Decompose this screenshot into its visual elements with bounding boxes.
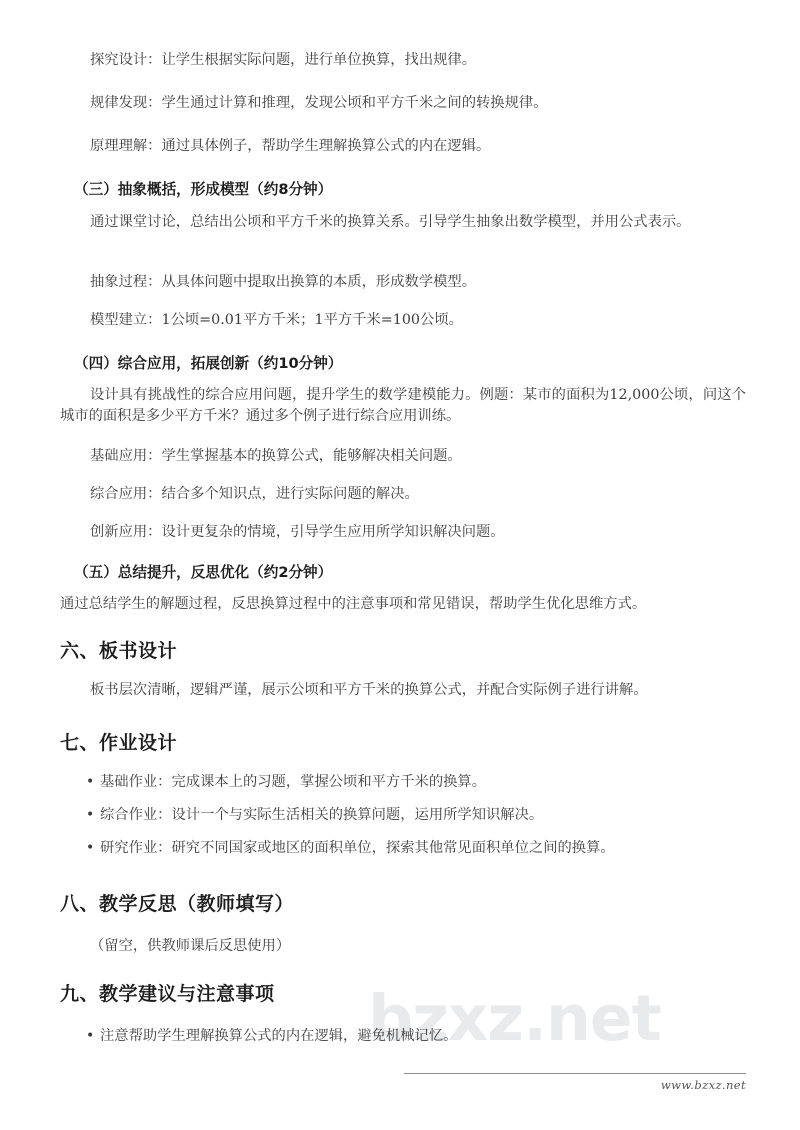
paragraph: 板书层次清晰，逻辑严谨，展示公顷和平方千米的换算公式，并配合实际例子进行讲解。 — [90, 682, 648, 698]
bullet-icon: • — [86, 840, 95, 856]
list-item-text: 注意帮助学生理解换算公式的内在逻辑，避免机械记忆。 — [100, 1028, 458, 1044]
subsection-heading: （四）综合应用，拓展创新（约10分钟） — [74, 355, 343, 372]
section-heading: 六、板书设计 — [60, 640, 178, 662]
paragraph: 抽象过程：从具体问题中提取出换算的本质，形成数学模型。 — [90, 274, 477, 290]
list-item-text: 研究作业：研究不同国家或地区的面积单位，探索其他常见面积单位之间的换算。 — [100, 840, 615, 856]
bullet-icon: • — [86, 774, 95, 790]
footer-divider — [404, 1073, 746, 1074]
list-item — [86, 805, 760, 826]
subsection-heading: （三）抽象概括，形成模型（约8分钟） — [74, 181, 333, 198]
paragraph: 模型建立：1公顷=0.01平方千米；1平方千米=100公顷。 — [90, 312, 463, 328]
paragraph: 设计具有挑战性的综合应用问题，提升学生的数学建模能力。例题：某市的面积为12,000公顷，问这个城市的面积是多少平方千米？通过多个例子进行综合应用训练。 — [60, 387, 746, 424]
list-item — [86, 838, 760, 859]
list-item-text: 基础作业：完成课本上的习题，掌握公顷和平方千米的换算。 — [100, 774, 487, 790]
section-heading: 八、教学反思（教师填写） — [60, 893, 295, 915]
list-item — [86, 1026, 760, 1047]
paragraph: 通过总结学生的解题过程，反思换算过程中的注意事项和常见错误，帮助学生优化思维方式。 — [60, 596, 647, 612]
list-item — [86, 772, 760, 793]
section-heading: 九、教学建议与注意事项 — [60, 983, 275, 1005]
paragraph: 综合应用：结合多个知识点，进行实际问题的解决。 — [90, 486, 419, 502]
bullet-icon: • — [86, 807, 95, 823]
section-heading: 七、作业设计 — [60, 732, 178, 754]
list-item-text: 综合作业：设计一个与实际生活相关的换算问题，运用所学知识解决。 — [100, 807, 544, 823]
paragraph: 规律发现：学生通过计算和推理，发现公顷和平方千米之间的转换规律。 — [90, 95, 548, 111]
paragraph: 基础应用：学生掌握基本的换算公式，能够解决相关问题。 — [90, 448, 462, 464]
watermark-bzxz: bzxz.net — [368, 982, 661, 1055]
paragraph: 原理理解：通过具体例子，帮助学生理解换算公式的内在逻辑。 — [90, 138, 491, 154]
bullet-icon: • — [86, 1028, 95, 1044]
paragraph: （留空，供教师课后反思使用） — [90, 938, 291, 954]
footer-url: www.bzxz.net — [660, 1078, 746, 1092]
subsection-heading: （五）总结提升，反思优化（约2分钟） — [74, 564, 333, 581]
paragraph: 创新应用：设计更复杂的情境，引导学生应用所学知识解决问题。 — [90, 524, 505, 540]
paragraph: 探究设计：让学生根据实际问题，进行单位换算，找出规律。 — [90, 52, 477, 68]
paragraph: 通过课堂讨论，总结出公顷和平方千米的换算关系。引导学生抽象出数学模型，并用公式表示。 — [90, 214, 691, 230]
